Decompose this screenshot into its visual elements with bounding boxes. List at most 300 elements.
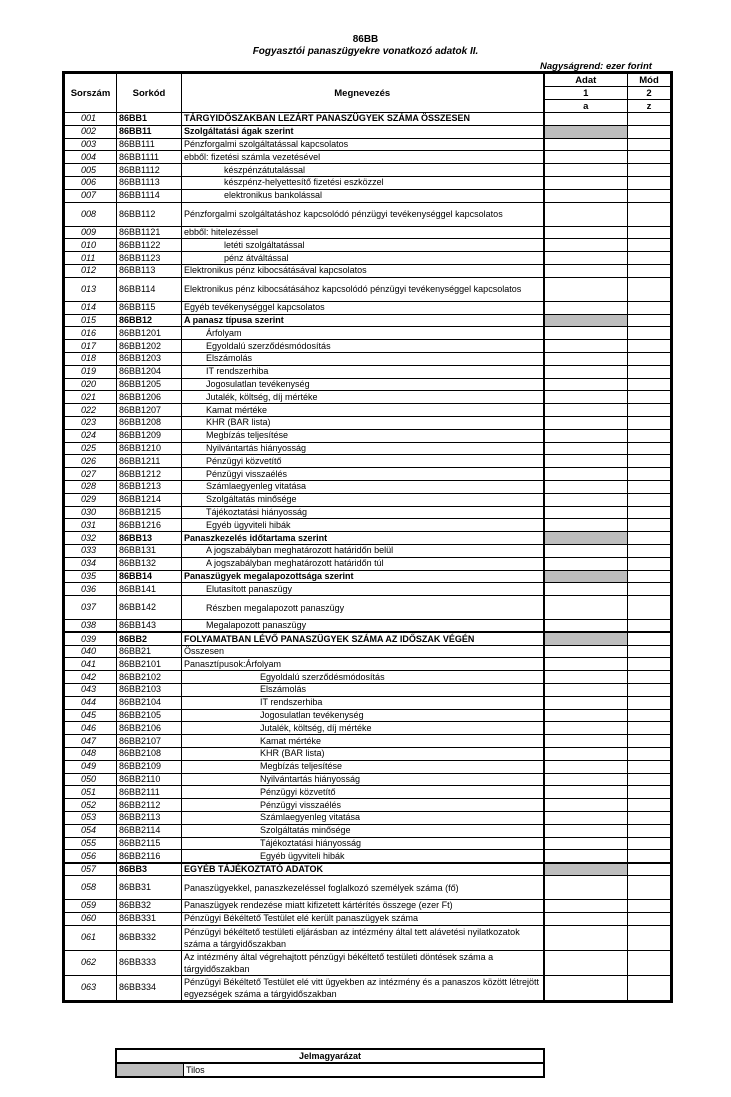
adat-cell[interactable]	[544, 365, 628, 378]
row-number: 060	[65, 912, 117, 925]
mod-cell[interactable]	[628, 850, 671, 863]
mod-cell[interactable]	[628, 912, 671, 925]
table-row	[65, 632, 671, 645]
mod-cell[interactable]	[628, 696, 671, 709]
row-number: 031	[65, 519, 117, 532]
row-label: Jogosulatlan tevékenység	[182, 709, 544, 722]
table-row	[65, 863, 671, 876]
adat-cell[interactable]	[544, 176, 628, 189]
row-code: 86BB1114	[117, 189, 182, 202]
mod-cell[interactable]	[628, 837, 671, 850]
adat-cell[interactable]	[544, 786, 628, 799]
row-label: Árfolyam	[182, 327, 544, 340]
row-code: 86BB115	[117, 301, 182, 314]
row-label: Megalapozott panaszügy	[182, 620, 544, 633]
unit-label: Nagyságrend: ezer forint	[540, 61, 652, 72]
mod-cell[interactable]	[628, 684, 671, 697]
table-row	[65, 735, 671, 748]
adat-cell[interactable]	[544, 658, 628, 671]
table-row	[65, 748, 671, 761]
adat-cell[interactable]	[544, 837, 628, 850]
row-number: 055	[65, 837, 117, 850]
row-label: ebből: hitelezéssel	[182, 226, 544, 239]
row-label: Számlaegyenleg vitatása	[182, 812, 544, 825]
adat-cell[interactable]	[544, 722, 628, 735]
row-number: 054	[65, 824, 117, 837]
row-label: Jogosulatlan tevékenység	[182, 378, 544, 391]
adat-cell[interactable]	[544, 404, 628, 417]
adat-cell[interactable]	[544, 620, 628, 633]
adat-cell[interactable]	[544, 189, 628, 202]
adat-cell[interactable]	[544, 239, 628, 252]
row-code: 86BB11	[117, 125, 182, 138]
adat-cell[interactable]	[544, 252, 628, 265]
table-row	[65, 812, 671, 825]
row-number: 063	[65, 975, 117, 1000]
row-code: 86BB141	[117, 583, 182, 596]
mod-cell[interactable]	[628, 900, 671, 913]
legend-title: Jelmagyarázat	[116, 1049, 544, 1063]
table-row	[65, 252, 671, 265]
adat-cell[interactable]	[544, 950, 628, 975]
mod-cell[interactable]	[628, 570, 671, 583]
adat-cell[interactable]	[544, 264, 628, 277]
row-code: 86BB2114	[117, 824, 182, 837]
adat-cell[interactable]	[544, 340, 628, 353]
row-number: 047	[65, 735, 117, 748]
row-label: Szolgáltatási ágak szerint	[182, 125, 544, 138]
col-number-adat: 1	[544, 87, 628, 100]
table-row	[65, 164, 671, 177]
row-label: Pénzforgalmi szolgáltatással kapcsolatos	[182, 138, 544, 151]
adat-cell[interactable]	[544, 468, 628, 481]
mod-cell[interactable]	[628, 226, 671, 239]
table-row	[65, 658, 671, 671]
mod-cell[interactable]	[628, 252, 671, 265]
table-row	[65, 925, 671, 950]
row-number: 053	[65, 812, 117, 825]
table-row	[65, 722, 671, 735]
adat-cell[interactable]	[544, 429, 628, 442]
mod-cell[interactable]	[628, 760, 671, 773]
mod-cell[interactable]	[628, 812, 671, 825]
adat-cell[interactable]	[544, 506, 628, 519]
table-row	[65, 760, 671, 773]
row-label: Elszámolás	[182, 684, 544, 697]
adat-cell[interactable]	[544, 824, 628, 837]
mod-cell[interactable]	[628, 950, 671, 975]
table-row	[65, 189, 671, 202]
row-label: Panaszügyek megalapozottsága szerint	[182, 570, 544, 583]
mod-cell[interactable]	[628, 493, 671, 506]
table-row	[65, 352, 671, 365]
adat-cell[interactable]	[544, 493, 628, 506]
adat-cell[interactable]	[544, 735, 628, 748]
adat-cell[interactable]	[544, 876, 628, 900]
table-row	[65, 264, 671, 277]
mod-cell[interactable]	[628, 735, 671, 748]
mod-cell[interactable]	[628, 340, 671, 353]
row-code: 86BB1216	[117, 519, 182, 532]
adat-cell[interactable]	[544, 113, 628, 126]
mod-cell[interactable]	[628, 189, 671, 202]
mod-cell[interactable]	[628, 863, 671, 876]
mod-cell[interactable]	[628, 773, 671, 786]
adat-cell[interactable]	[544, 416, 628, 429]
mod-cell[interactable]	[628, 176, 671, 189]
row-code: 86BB1123	[117, 252, 182, 265]
row-label: Elutasított panaszügy	[182, 583, 544, 596]
mod-cell[interactable]	[628, 164, 671, 177]
table-row	[65, 151, 671, 164]
table-row	[65, 773, 671, 786]
row-code: 86BB2106	[117, 722, 182, 735]
row-code: 86BB2111	[117, 786, 182, 799]
row-code: 86BB32	[117, 900, 182, 913]
table-row	[65, 113, 671, 126]
mod-cell[interactable]	[628, 596, 671, 620]
row-code: 86BB2116	[117, 850, 182, 863]
mod-cell[interactable]	[628, 391, 671, 404]
row-code: 86BB1121	[117, 226, 182, 239]
adat-cell[interactable]	[544, 684, 628, 697]
row-number: 056	[65, 850, 117, 863]
adat-cell[interactable]	[544, 442, 628, 455]
row-label: Nyilvántartás hiányosság	[182, 442, 544, 455]
row-number: 050	[65, 773, 117, 786]
table-row	[65, 493, 671, 506]
row-code: 86BB1206	[117, 391, 182, 404]
table-row	[65, 455, 671, 468]
mod-cell[interactable]	[628, 277, 671, 301]
table-row	[65, 138, 671, 151]
row-number: 018	[65, 352, 117, 365]
table-row	[65, 327, 671, 340]
row-code: 86BB1202	[117, 340, 182, 353]
adat-cell[interactable]	[544, 277, 628, 301]
row-code: 86BB2	[117, 632, 182, 645]
mod-cell[interactable]	[628, 632, 671, 645]
adat-cell[interactable]	[544, 519, 628, 532]
adat-cell[interactable]	[544, 850, 628, 863]
mod-cell[interactable]	[628, 519, 671, 532]
mod-cell[interactable]	[628, 786, 671, 799]
adat-cell[interactable]	[544, 596, 628, 620]
row-number: 035	[65, 570, 117, 583]
row-code: 86BB131	[117, 544, 182, 557]
mod-cell[interactable]	[628, 658, 671, 671]
table-row	[65, 239, 671, 252]
row-code: 86BB2109	[117, 760, 182, 773]
row-number: 058	[65, 876, 117, 900]
form-subtitle: Fogyasztói panaszügyekre vonatkozó adatok II.	[252, 46, 479, 57]
row-number: 041	[65, 658, 117, 671]
row-code: 86BB112	[117, 202, 182, 226]
col-header-sorkod: Sorkód	[117, 74, 182, 113]
row-code: 86BB333	[117, 950, 182, 975]
adat-cell[interactable]	[544, 748, 628, 761]
table-row	[65, 596, 671, 620]
row-number: 005	[65, 164, 117, 177]
form-code: 86BB	[352, 34, 379, 45]
row-number: 048	[65, 748, 117, 761]
table-row	[65, 684, 671, 697]
mod-cell[interactable]	[628, 416, 671, 429]
row-label: készpénz-helyettesítő fizetési eszközzel	[182, 176, 544, 189]
row-label: Kamat mértéke	[182, 404, 544, 417]
row-number: 009	[65, 226, 117, 239]
mod-cell[interactable]	[628, 455, 671, 468]
mod-cell[interactable]	[628, 468, 671, 481]
adat-cell[interactable]	[544, 773, 628, 786]
row-code: 86BB2101	[117, 658, 182, 671]
row-label: TÁRGYIDŐSZAKBAN LEZÁRT PANASZÜGYEK SZÁMA ÖSSZESEN	[182, 113, 544, 126]
row-label: Nyilvántartás hiányosság	[182, 773, 544, 786]
mod-cell[interactable]	[628, 824, 671, 837]
table-row	[65, 378, 671, 391]
mod-cell[interactable]	[628, 748, 671, 761]
row-number: 024	[65, 429, 117, 442]
row-number: 015	[65, 314, 117, 327]
row-label: Megbízás teljesítése	[182, 429, 544, 442]
adat-cell[interactable]	[544, 912, 628, 925]
adat-cell[interactable]	[544, 480, 628, 493]
row-label: Elektronikus pénz kibocsátásával kapcsolatos	[182, 264, 544, 277]
mod-cell[interactable]	[628, 480, 671, 493]
legend-gray-label: Tilos	[184, 1063, 545, 1077]
table-row	[65, 125, 671, 138]
row-code: 86BB1203	[117, 352, 182, 365]
mod-cell[interactable]	[628, 429, 671, 442]
row-number: 033	[65, 544, 117, 557]
adat-cell[interactable]	[544, 812, 628, 825]
row-label: IT rendszerhiba	[182, 365, 544, 378]
row-label: Pénzügyi békéltető testületi eljárásban az intézmény által tett alávetési nyilatkozatok száma a tárgyidőszakban	[182, 925, 544, 950]
adat-cell[interactable]	[544, 557, 628, 570]
row-label: elektronikus bankolással	[182, 189, 544, 202]
table-row	[65, 429, 671, 442]
row-label: Jutalék, költség, díj mértéke	[182, 391, 544, 404]
adat-cell[interactable]	[544, 925, 628, 950]
row-code: 86BB1214	[117, 493, 182, 506]
adat-cell[interactable]	[544, 164, 628, 177]
adat-cell[interactable]	[544, 301, 628, 314]
mod-cell[interactable]	[628, 544, 671, 557]
table-row	[65, 480, 671, 493]
row-number: 019	[65, 365, 117, 378]
mod-cell[interactable]	[628, 709, 671, 722]
adat-cell[interactable]	[544, 975, 628, 1000]
row-code: 86BB14	[117, 570, 182, 583]
row-number: 062	[65, 950, 117, 975]
row-number: 029	[65, 493, 117, 506]
mod-cell[interactable]	[628, 532, 671, 545]
adat-cell[interactable]	[544, 900, 628, 913]
table-row	[65, 645, 671, 658]
row-label: FOLYAMATBAN LÉVŐ PANASZÜGYEK SZÁMA AZ IDŐSZAK VÉGÉN	[182, 632, 544, 645]
row-label: Panaszügyekkel, panaszkezeléssel foglalkozó személyek száma (fő)	[182, 876, 544, 900]
row-label: Egyoldalú szerződésmódosítás	[182, 671, 544, 684]
mod-cell[interactable]	[628, 378, 671, 391]
table-row	[65, 837, 671, 850]
mod-cell[interactable]	[628, 645, 671, 658]
mod-cell[interactable]	[628, 583, 671, 596]
adat-cell[interactable]	[544, 226, 628, 239]
mod-cell[interactable]	[628, 506, 671, 519]
row-number: 051	[65, 786, 117, 799]
row-code: 86BB2115	[117, 837, 182, 850]
mod-cell[interactable]	[628, 442, 671, 455]
row-label: KHR (BAR lista)	[182, 748, 544, 761]
adat-cell	[544, 570, 628, 583]
adat-cell[interactable]	[544, 202, 628, 226]
adat-cell[interactable]	[544, 378, 628, 391]
adat-cell[interactable]	[544, 696, 628, 709]
adat-cell[interactable]	[544, 138, 628, 151]
row-label: Szolgáltatás minősége	[182, 493, 544, 506]
row-code: 86BB13	[117, 532, 182, 545]
col-header-adat: Adat	[544, 74, 628, 87]
row-number: 061	[65, 925, 117, 950]
adat-cell[interactable]	[544, 583, 628, 596]
table-row	[65, 277, 671, 301]
row-code: 86BB2113	[117, 812, 182, 825]
row-number: 008	[65, 202, 117, 226]
adat-cell[interactable]	[544, 671, 628, 684]
row-code: 86BB331	[117, 912, 182, 925]
row-number: 045	[65, 709, 117, 722]
adat-cell[interactable]	[544, 352, 628, 365]
row-number: 028	[65, 480, 117, 493]
row-label: Pénzügyi Békéltető Testület elé került panaszügyek száma	[182, 912, 544, 925]
mod-cell[interactable]	[628, 327, 671, 340]
mod-cell[interactable]	[628, 404, 671, 417]
row-number: 027	[65, 468, 117, 481]
adat-cell[interactable]	[544, 760, 628, 773]
adat-cell[interactable]	[544, 544, 628, 557]
mod-cell[interactable]	[628, 620, 671, 633]
adat-cell[interactable]	[544, 151, 628, 164]
row-code: 86BB1209	[117, 429, 182, 442]
row-number: 025	[65, 442, 117, 455]
mod-cell[interactable]	[628, 113, 671, 126]
row-code: 86BB1208	[117, 416, 182, 429]
table-row	[65, 532, 671, 545]
row-code: 86BB1207	[117, 404, 182, 417]
row-label: Pénzügyi visszaélés	[182, 799, 544, 812]
row-code: 86BB1111	[117, 151, 182, 164]
mod-cell[interactable]	[628, 557, 671, 570]
table-row	[65, 314, 671, 327]
mod-cell[interactable]	[628, 925, 671, 950]
mod-cell[interactable]	[628, 264, 671, 277]
row-number: 030	[65, 506, 117, 519]
mod-cell[interactable]	[628, 314, 671, 327]
row-code: 86BB2104	[117, 696, 182, 709]
adat-cell[interactable]	[544, 709, 628, 722]
row-code: 86BB2102	[117, 671, 182, 684]
mod-cell[interactable]	[628, 301, 671, 314]
table-row	[65, 340, 671, 353]
mod-cell[interactable]	[628, 239, 671, 252]
table-row	[65, 671, 671, 684]
row-number: 013	[65, 277, 117, 301]
row-label: Egyéb ügyviteli hibák	[182, 519, 544, 532]
table-row	[65, 950, 671, 975]
table-row	[65, 519, 671, 532]
row-code: 86BB1113	[117, 176, 182, 189]
adat-cell	[544, 863, 628, 876]
adat-cell[interactable]	[544, 799, 628, 812]
mod-cell[interactable]	[628, 975, 671, 1000]
row-number: 014	[65, 301, 117, 314]
row-code: 86BB132	[117, 557, 182, 570]
row-number: 004	[65, 151, 117, 164]
table-row	[65, 557, 671, 570]
adat-cell[interactable]	[544, 645, 628, 658]
mod-cell[interactable]	[628, 151, 671, 164]
row-code: 86BB2105	[117, 709, 182, 722]
table-row	[65, 709, 671, 722]
row-number: 021	[65, 391, 117, 404]
row-number: 011	[65, 252, 117, 265]
row-number: 012	[65, 264, 117, 277]
row-number: 049	[65, 760, 117, 773]
row-number: 006	[65, 176, 117, 189]
mod-cell[interactable]	[628, 671, 671, 684]
table-row	[65, 442, 671, 455]
adat-cell[interactable]	[544, 327, 628, 340]
row-number: 040	[65, 645, 117, 658]
row-code: 86BB21	[117, 645, 182, 658]
row-code: 86BB2110	[117, 773, 182, 786]
mod-cell[interactable]	[628, 125, 671, 138]
col-letter-mod: z	[628, 100, 671, 113]
adat-cell[interactable]	[544, 391, 628, 404]
row-number: 044	[65, 696, 117, 709]
adat-cell	[544, 632, 628, 645]
mod-cell[interactable]	[628, 365, 671, 378]
mod-cell[interactable]	[628, 722, 671, 735]
col-letter-adat: a	[544, 100, 628, 113]
col-header-sorszam: Sorszám	[65, 74, 117, 113]
col-header-megnevezes: Megnevezés	[182, 74, 544, 113]
row-code: 86BB113	[117, 264, 182, 277]
row-code: 86BB1201	[117, 327, 182, 340]
row-label: Egyéb ügyviteli hibák	[182, 850, 544, 863]
table-row	[65, 912, 671, 925]
col-number-mod: 2	[628, 87, 671, 100]
row-code: 86BB114	[117, 277, 182, 301]
mod-cell[interactable]	[628, 876, 671, 900]
table-row	[65, 226, 671, 239]
mod-cell[interactable]	[628, 202, 671, 226]
mod-cell[interactable]	[628, 138, 671, 151]
table-row	[65, 468, 671, 481]
table-row	[65, 404, 671, 417]
adat-cell[interactable]	[544, 455, 628, 468]
row-number: 017	[65, 340, 117, 353]
row-label: Összesen	[182, 645, 544, 658]
row-code: 86BB2112	[117, 799, 182, 812]
row-label: Tájékoztatási hiányosság	[182, 837, 544, 850]
row-label: Egyoldalú szerződésmódosítás	[182, 340, 544, 353]
table-row	[65, 416, 671, 429]
mod-cell[interactable]	[628, 352, 671, 365]
row-label: Számlaegyenleg vitatása	[182, 480, 544, 493]
legend-gray-swatch	[116, 1063, 184, 1077]
mod-cell[interactable]	[628, 799, 671, 812]
